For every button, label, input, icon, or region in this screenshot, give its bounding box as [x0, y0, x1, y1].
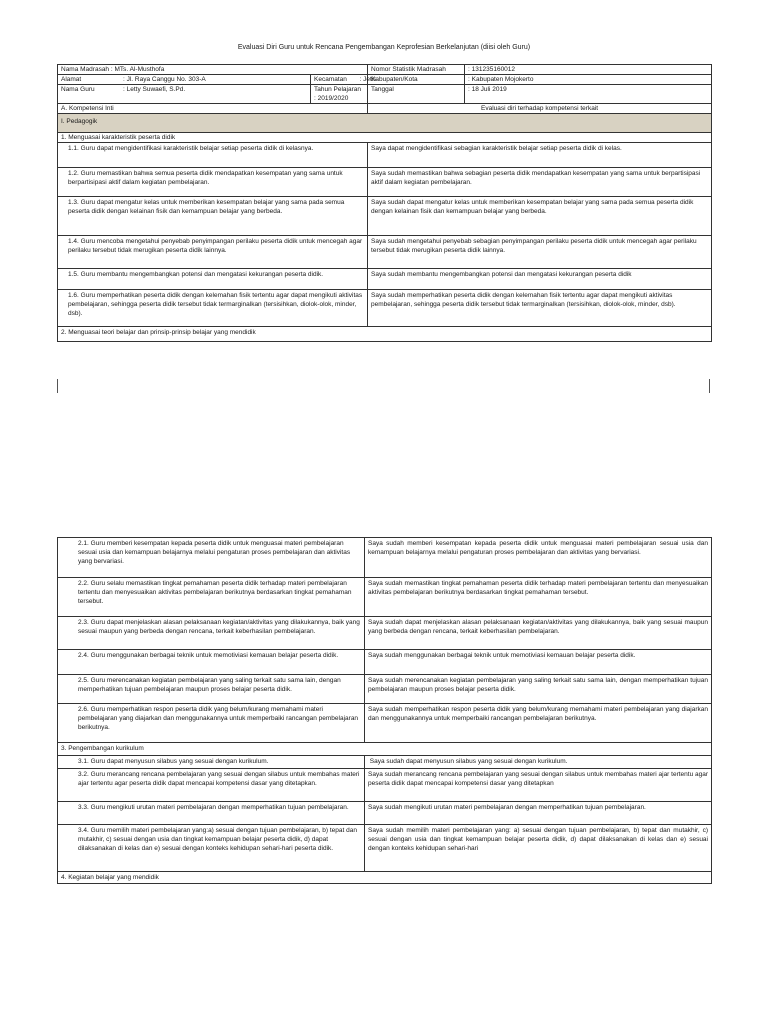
row-right-text: Saya sudah merencanakan kegiatan pembelajaran yang saling terkait satu sama lain, dengan memperhatikan tujuan pembelajaran maupun proses belajar peserta didik. — [365, 675, 712, 704]
row-left-text: Guru memperhatikan respon peserta didik yang belum/kurang memahami materi pembelajaran yang diajarkan dan menggunakannya untuk memperbaiki rancangan pembelajaran berikutnya. — [78, 706, 359, 731]
row-right-text: Saya sudah memperhatikan respon peserta didik yang belum/kurang memahami materi pembelajaran yang diajarkan dan menggunakannya untuk memperbaiki rancangan pembelajaran berikutnya. — [365, 704, 712, 743]
kecamatan: Kecamatan : Jetis — [311, 75, 368, 85]
table-row — [58, 143, 712, 168]
row-number: 3.2. — [78, 771, 89, 778]
row-right-text: Saya sudah memastikan bahwa sebagian peserta didik mendapatkan kesempatan yang sama untuk berpartisipasi aktif dalam kegiatan pembelajaran. — [368, 168, 712, 197]
row-number: 2.5. — [78, 677, 89, 684]
table-row — [58, 802, 712, 825]
page-break-right — [709, 379, 710, 393]
table-row — [58, 650, 712, 675]
row-right-text: Saya sudah dapat mengatur kelas untuk memberikan kesempatan belajar yang sama pada semua peserta didik dengan kelainan fisik dan kemampuan belajar yang berbeda. — [368, 197, 712, 236]
row-left-text: Guru merencanakan kegiatan pembelajaran yang saling terkait satu sama lain, dengan memperhatikan tujuan pembelajaran maupun proses belajar peserta didik. — [78, 677, 341, 693]
table-row — [58, 538, 712, 578]
row-left-text: Guru dapat menjelaskan alasan pelaksanaan kegiatan/aktivitas yang dilakukannya, baik yang sesuai maupun yang berbeda dengan rencana, terkait keberhasilan pembelajaran. — [78, 619, 360, 635]
page-title: Evaluasi Diri Guru untuk Rencana Pengembangan Keprofesian Berkelanjutan (diisi oleh Guru) — [237, 44, 531, 51]
nama-madrasah: Nama Madrasah : MTs. Al-Musthofa — [58, 65, 368, 75]
table-row — [58, 168, 712, 197]
row-left-text: Guru memberi kesempatan kepada peserta didik untuk menguasai materi pembelajaran sesuai usia dan kemampuan belajarnya melalui pengaturan proses pembelajaran dan aktivitas yang bervariasi. — [78, 540, 351, 565]
tanggal-label: Tanggal — [368, 85, 465, 104]
row-right-text: Saya sudah mengetahui penyebab sebagian penyimpangan perilaku peserta didik untuk mencegah agar perilaku tersebut tidak merugikan peserta didik lainnya. — [368, 236, 712, 269]
row-number: 1.5. — [68, 271, 79, 278]
nama-guru-cell — [58, 85, 311, 104]
nama-guru-label: Nama Guru — [61, 86, 95, 93]
row-right-text: Saya sudah dapat menjelaskan alasan pelaksanaan kegiatan/aktivitas yang dilakukannya, baik yang sesuai maupun yang berbeda dengan rencana, terkait keberhasilan pembelajaran. — [365, 617, 712, 650]
row-number: 1.6. — [68, 292, 79, 299]
row-left-text: Guru dapat mengatur kelas untuk memberikan kesempatan belajar yang sama pada semua peserta didik dengan kelainan fisik dan kemampuan belajar yang berbeda. — [68, 199, 345, 215]
group-3-title: 3. Pengembangan kurikulum — [58, 743, 712, 756]
nomor-statistik-label: Nomor Statistik Madrasah — [368, 65, 465, 75]
row-number: 3.3. — [78, 804, 89, 811]
table-row — [58, 578, 712, 617]
row-number: 1.2. — [68, 170, 79, 177]
evaluation-table-top — [57, 64, 712, 342]
evaluasi-header: Evaluasi diri terhadap kompetensi terkait — [368, 104, 712, 114]
row-right-text: Saya sudah mengikuti urutan materi pembelajaran dengan memperhatikan tujuan pembelajaran. — [365, 802, 712, 825]
row-right-text: Saya sudah memberi kesempatan kepada peserta didik untuk menguasai materi pembelajaran sesuai usia dan kemampuan belajarnya melalui pengaturan proses pembelajaran dan aktivitas yang bervariasi. — [365, 538, 712, 578]
row-left-text: Guru mencoba mengetahui penyebab penyimpangan perilaku peserta didik untuk mencegah agar perilaku tersebut tidak merugikan peserta didik lainnya. — [68, 238, 363, 254]
row-left-text: Guru memperhatikan peserta didik dengan kelemahan fisik tertentu agar dapat mengikuti aktivitas pembelajaran, sehingga peserta didik tersebut tidak termarginalkan (tersisihkan, diolok-olok, minder, dsb). — [68, 292, 363, 317]
table-row — [58, 236, 712, 269]
row-right-text: Saya sudah membantu mengembangkan potensi dan mengatasi kekurangan peserta didik — [368, 269, 712, 290]
row-right-text: Saya sudah merancang rencana pembelajaran yang sesuai dengan silabus untuk membahas materi ajar tertentu agar peserta didik dapat mencapai kompetensi dasar yang ditetapkan — [365, 769, 712, 802]
group-1-title: 1. Menguasai karakteristik peserta didik — [58, 133, 712, 143]
row-left-text: Guru dapat mengidentifikasi karakteristik belajar setiap peserta didik di kelasnya. — [80, 145, 314, 152]
row-left-text: Guru membantu mengembangkan potensi dan mengatasi kekurangan peserta didik. — [80, 271, 324, 278]
row-left-text: Guru memastikan bahwa semua peserta didik mendapatkan kesempatan yang sama untuk berpartisipasi aktif dalam kegiatan pembelajaran. — [68, 170, 343, 186]
row-number: 2.1. — [78, 540, 89, 547]
row-right-text: Saya sudah memperhatikan peserta didik dengan kelemahan fisik tertentu agar dapat mengikuti aktivitas pembelajaran, sehingga peserta didik tersebut tidak termarginalkan (tersisihkan, diolok-olok, minder, dsb). — [368, 290, 712, 327]
row-right-text: Saya sudah menggunakan berbagai teknik untuk memotiviasi kemauan belajar peserta didik. — [365, 650, 712, 675]
kompetensi-inti-header: A. Kompetensi Inti — [58, 104, 368, 114]
row-right-text: Saya dapat mengidentifikasi sebagian karakteristik belajar setiap peserta didik di kelas. — [368, 143, 712, 168]
row-right-text: Saya sudah memastikan tingkat pemahaman peserta didik terhadap materi pembelajaran tertentu dan menyesuaikan aktivitas pembelajaran berikutnya berdasarkan tingkat pemahaman tersebut. — [365, 578, 712, 617]
row-left-text: Guru selalu memastikan tingkat pemahaman peserta didik terhadap materi pembelajaran tertentu dan menyesuaikan aktivitas pembelajaran berikutnya berdasarkan tingkat pemahaman tersebut. — [78, 580, 352, 605]
nomor-statistik-value: : 131235160012 — [465, 65, 712, 75]
row-number: 3.4. — [78, 827, 89, 834]
row-right-text: Saya sudah memilih materi pembelajaran yang: a) sesuai dengan tujuan pembelajaran, b) tepat dan mutakhir, c) sesuai dengan usia dan tingkat kemampuan belajar peserta didik, d) dapat dilaksanakan di kelas dan e) sesuai dengan konteks kehidupan sehari-hari — [365, 825, 712, 872]
row-number: 2.3. — [78, 619, 89, 626]
page-break-left — [57, 379, 58, 393]
table-row — [58, 675, 712, 704]
row-number: 1.3. — [68, 199, 79, 206]
row-number: 1.1. — [68, 145, 79, 152]
row-left-text: Guru menggunakan berbagai teknik untuk memotiviasi kemauan belajar peserta didik. — [90, 652, 339, 659]
kabupaten-label: Kabupaten/Kota — [368, 75, 465, 85]
row-left-text: Guru memilih materi pembelajaran yang:a) sesuai dengan tujuan pembelajaran, b) tepat dan mutakhir, c) sesuai dengan usia dan tingkat kemampuan belajar peserta didik, d) dapat dilaksanakan di kelas dan e) sesuai dengan konteks kehidupan sehari-hari peserta didik. — [78, 827, 357, 852]
row-right-text: Saya sudah dapat menyusun silabus yang sesuai dengan kurikulum. — [365, 756, 712, 769]
group-2-title: 2. Menguasai teori belajar dan prinsip-prinsip belajar yang mendidik — [58, 327, 712, 342]
evaluation-table-bottom — [57, 537, 712, 884]
alamat-label: Alamat — [61, 76, 82, 83]
table-row — [58, 825, 712, 872]
section-pedagogik: I. Pedagogik — [58, 114, 712, 133]
row-number: 3.1. — [78, 758, 89, 765]
table-row — [58, 617, 712, 650]
row-number: 1.4. — [68, 238, 79, 245]
group-4-title: 4. Kegiatan belajar yang mendidik — [58, 872, 712, 884]
row-left-text: Guru mengikuti urutan materi pembelajaran dengan memperhatikan tujuan pembelajaran. — [90, 804, 349, 811]
table-row — [58, 197, 712, 236]
table-row — [58, 756, 712, 769]
tanggal-value: : 18 Juli 2019 — [465, 85, 712, 104]
table-row — [58, 269, 712, 290]
alamat-value: : Jl. Raya Canggu No. 303-A — [123, 76, 206, 83]
row-number: 2.6. — [78, 706, 89, 713]
alamat-cell — [58, 75, 311, 85]
table-row — [58, 704, 712, 743]
tahun-pelajaran: Tahun Pelajaran : 2019/2020 — [311, 85, 368, 104]
kabupaten-value: : Kabupaten Mojokerto — [465, 75, 712, 85]
nama-guru-value: : Letty Suwaefi, S.Pd. — [123, 86, 186, 93]
row-number: 2.2. — [78, 580, 89, 587]
row-left-text: Guru merancang rencana pembelajaran yang sesuai dengan silabus untuk membahas materi ajar tertentu agar peserta didik dapat mencapai kompetensi dasar yang ditetapkan. — [78, 771, 360, 787]
row-number: 2.4. — [78, 652, 89, 659]
table-row — [58, 769, 712, 802]
table-row — [58, 290, 712, 327]
row-left-text: Guru dapat menyusun silabus yang sesuai dengan kurikulum. — [90, 758, 269, 765]
